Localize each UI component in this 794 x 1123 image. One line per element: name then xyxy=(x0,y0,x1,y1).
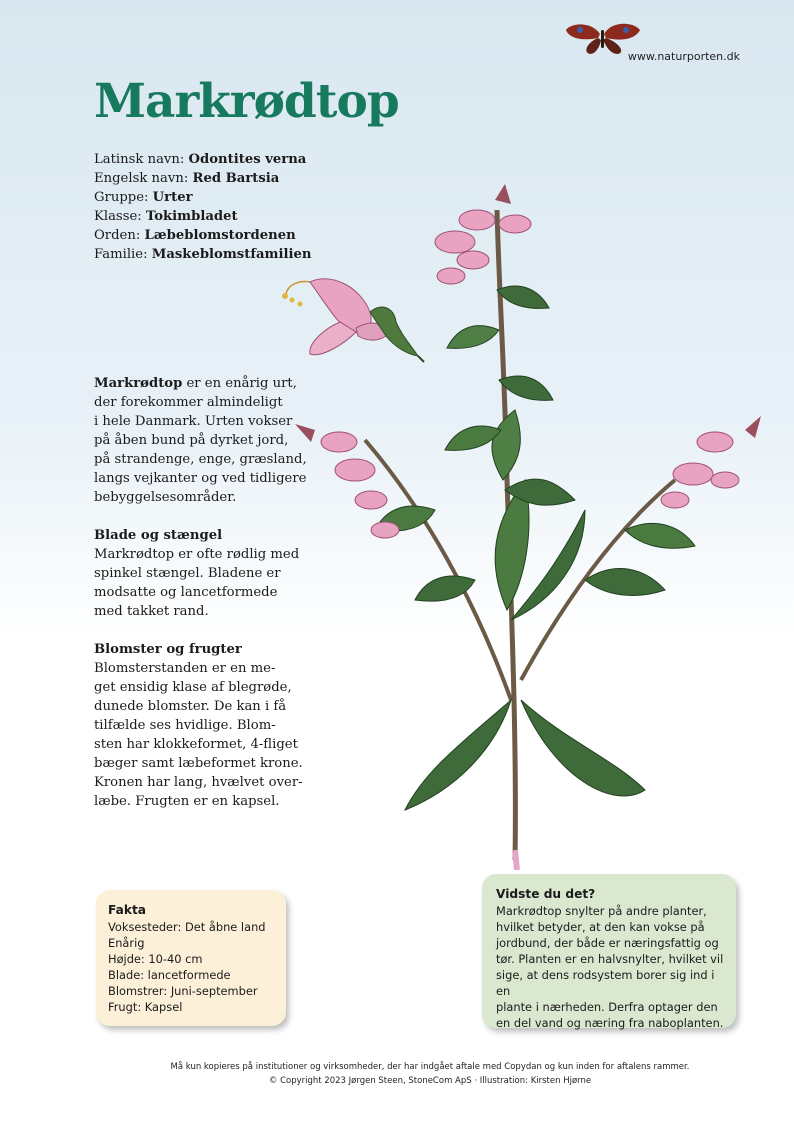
section-text-flowers: Blomsterstanden er en me- get ensidig klase af blegrøde, dunede blomster. De kan i få tilfælde ses hvidlige. Blom- sten har klokkeformet, 4-fliget bæger samt læbeformet krone. Kronen har lang, hvælvet over- læbe. Frugten er en kapsel. xyxy=(94,661,303,809)
intro-paragraph: Markrødtop er en enårig urt, der forekommer almindeligt i hele Danmark. Urten vokser på åben bund på dyrket jord, på strandenge, enge, græsland, langs vejkanter og ved tidligere bebyggelsesområder. xyxy=(94,376,307,505)
plant-illustration xyxy=(285,180,790,870)
fact-group: Gruppe: Urter xyxy=(94,190,193,205)
page-title: Markrødtop xyxy=(94,74,399,129)
site-url[interactable]: www.naturporten.dk xyxy=(627,50,740,63)
did-you-know-line: en del vand og næring fra naboplanten. xyxy=(496,1016,724,1030)
fact-family: Familie: Maskeblomstfamilien xyxy=(94,247,312,262)
section-heading-flowers: Blomster og frugter xyxy=(94,642,242,657)
description xyxy=(94,374,309,830)
did-you-know-line: tør. Planten er en halvsnylter, hvilket vil xyxy=(496,952,724,966)
fakta-heading: Fakta xyxy=(108,903,146,917)
fakta-line: Voksesteder: Det åbne land xyxy=(108,920,266,934)
footer xyxy=(0,1060,794,1088)
did-you-know-heading: Vidste du det? xyxy=(496,887,596,901)
did-you-know-line: hvilket betyder, at den kan vokse på xyxy=(496,920,705,934)
did-you-know-line: jordbund, der både er næringsfattig og xyxy=(496,936,719,950)
copyright: © Copyright 2023 Jørgen Steen, StoneCom ApS · Illustration: Kirsten Hjørne xyxy=(268,1076,592,1086)
copy-notice: Må kun kopieres på institutioner og virksomheder, der har indgået aftale med Copydan og kun inden for aftalens rammer. xyxy=(170,1062,690,1072)
did-you-know-line: plante i nærheden. Derfra optager den xyxy=(496,1000,718,1014)
fakta-line: Blade: lancetformede xyxy=(108,968,231,982)
section-heading-leaves: Blade og stængel xyxy=(94,528,223,543)
did-you-know-line: Markrødtop snylter på andre planter, xyxy=(496,904,707,918)
fakta-box xyxy=(96,890,286,1026)
fakta-line: Højde: 10-40 cm xyxy=(108,952,203,966)
did-you-know-box xyxy=(482,874,736,1028)
section-text-leaves: Markrødtop er ofte rødlig med spinkel stængel. Bladene er modsatte og lancetformede med takket rand. xyxy=(94,547,300,619)
fakta-line: Frugt: Kapsel xyxy=(108,1000,183,1014)
fakta-line: Enårig xyxy=(108,936,145,950)
fact-english: Engelsk navn: Red Bartsia xyxy=(94,171,280,186)
did-you-know-line: sige, at dens rodsystem borer sig ind i en xyxy=(496,968,715,998)
taxonomy-list xyxy=(94,150,312,264)
fact-order: Orden: Læbeblomstordenen xyxy=(94,228,296,243)
fact-latin: Latinsk navn: Odontites verna xyxy=(94,152,307,167)
fakta-line: Blomstrer: Juni-september xyxy=(108,984,258,998)
fact-class: Klasse: Tokimbladet xyxy=(94,209,238,224)
